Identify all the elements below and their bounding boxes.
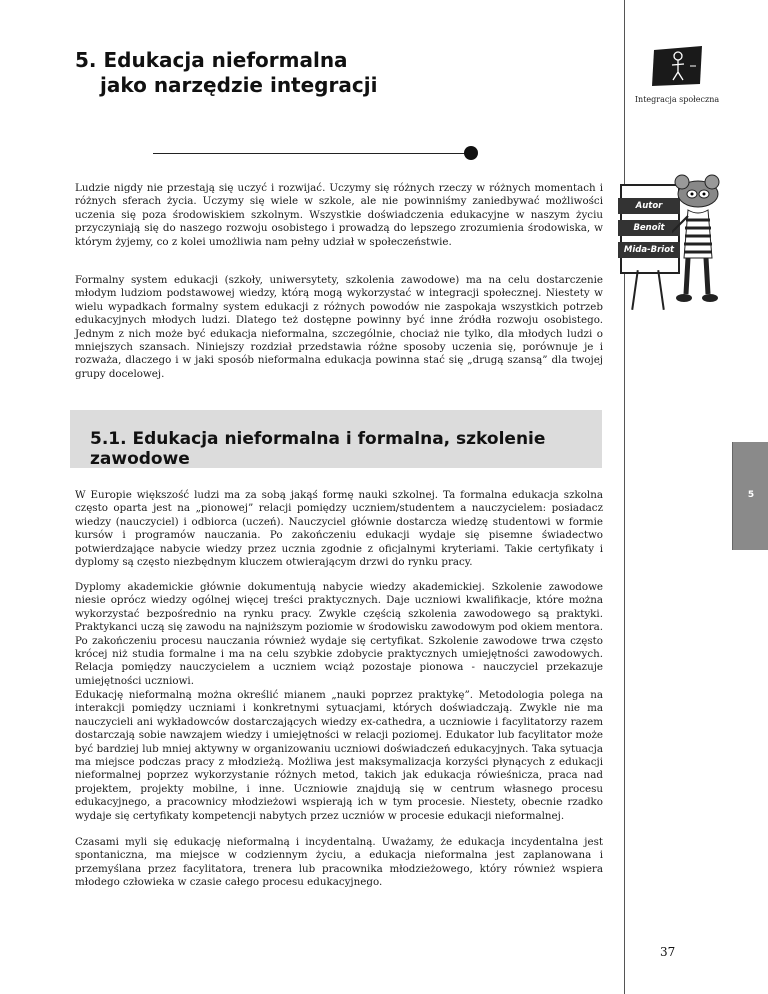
author-last-name: Mida-Briot (618, 242, 680, 258)
section-paragraph-4: Czasami myli się edukację nieformalną i incydentalną. Uważamy, że edukacja incydentalna jest spontaniczna, ma miejsce w codziennym życiu, a edukacja nieformalna jest zaplanowana i przemyślana przez facylitatora, trenera lub pracownika młodzieżowego, który również wspiera młodego człowieka w czasie całego procesu edukacyjnego. (75, 836, 603, 889)
section-paragraph-1: W Europie większość ludzi ma za sobą jakąś formę nauki szkolnej. Ta formalna edukacja szkolna często oparta jest na „pionowej” relacji pomiędzy uczniem/studentem a nauczycielem: posiadacz wiedzy (nauczyciel) i odbiorca (uczeń). Nauczyciel głównie dostarcza wiedzę studentowi w formie kursów i programów nauczania. Po zakończeniu edukacji wydaje się pisemne świadectwo potwierdzające nabycie wiedzy przez ucznia zgodnie z oficjalnymi kryteriami. Takie certyfikaty i dyplomy są często niezbędnym kluczem otwierającym drzwi do rynku pracy. (75, 489, 603, 569)
chapter-side-tab (732, 442, 768, 550)
section-heading-band (70, 410, 602, 468)
logo-caption: Integracja społeczna (634, 95, 720, 104)
page-number: 37 (660, 945, 676, 959)
section-heading: 5.1. Edukacja nieformalna i formalna, szkolenie zawodowe (90, 429, 546, 469)
chapter-tab-number: 5 (747, 490, 755, 500)
intro-paragraph-1: Ludzie nigdy nie przestają się uczyć i rozwijać. Uczymy się różnych rzeczy w różnych momentach i różnych sferach życia. Uczymy się wiele w szkole, ale nie powinniśmy zaniedbywać możliwości uczenia się poza środowiskiem szkolnym. Wszystkie doświadczenia edukacyjne w naszym życiu przyczyniają się do naszego rozwoju osobistego i prowadzą do lepszego zrozumienia środowiska, w którym żyjemy, co z kolei umożliwia nam pełny udział w społeczeństwie. (75, 182, 603, 248)
chapter-title (75, 48, 377, 98)
section-paragraph-2: Dyplomy akademickie głównie dokumentują nabycie wiedzy akademickiej. Szkolenie zawodowe niesie oprócz wiedzy ogólnej więcej treści praktycznych. Daje uczniowi kwalifikacje, które można wykorzystać bezpośrednio na rynku pracy. Zwykle częścią szkolenia zawodowego są praktyki. Praktykanci uczą się zawodu na najniższym poziomie w środowisku zawodowym pod okiem mentora. Po zakończeniu procesu nauczania również wydaje się certyfikat. Szkolenie zawodowe trwa często krócej niż studia formalne i ma na celu szybkie zdobycie praktycznych umiejętności zawodowych. Relacja pomiędzy nauczycielem a uczniem wciąż pozostaje pionowa - nauczyciel przekazuje umiejętności uczniowi. (75, 581, 603, 687)
chapter-title-line1: 5. Edukacja nieformalna (75, 48, 348, 72)
person-in-flag-icon (650, 44, 706, 88)
intro-paragraph-2: Formalny system edukacji (szkoły, uniwersytety, szkolenia zawodowe) ma na celu dostarczenie młodym ludziom podstawowej wiedzy, którą mogą wykorzystać w integracji społecznej. Niestety w wielu wypadkach formalny system edukacji z różnych powodów nie zaspokaja wszystkich potrzeb edukacyjnych młodych ludzi. Dlatego też dostępne powinny być inne źródła rozwoju osobistego. Jednym z nich może być edukacja nieformalna, szczególnie, chociaż nie tylko, dla młodych ludzi o mniejszych szansach. Niniejszy rozdział przedstawia różne sposoby uczenia się, porównuje je i rozważa, dlaczego i w jaki sposób nieformalna edukacja powinna stać się „drugą szansą” dla twojej grupy docelowej. (75, 274, 603, 380)
margin-divider (624, 0, 625, 994)
easel-leg (657, 270, 665, 310)
section-paragraph-3: Edukację nieformalną można określić mianem „nauki poprzez praktykę”. Metodologia polega na interakcji pomiędzy uczniami i konkretnymi sytuacjami, których doświadczają. Zwykle nie ma nauczycieli ani wykładowców dostarczających wiedzy ex-cathedra, a uczniowie i facylitatorzy razem dostarczają sobie nawzajem wiedzy i umiejętności w relacji poziomej. Edukator lub facylitator może być bardziej lub mniej aktywny w organizowaniu uczniowi doświadczeń edukacyjnych. Taka sytuacja ma miejsce podczas pracy z młodzieżą. Możliwa jest maksymalizacja korzyści płynących z edukacji nieformalnej poprzez wykorzystanie różnych metod, takich jak edukacja rówieśnicza, praca nad projektem, projekty mobilne, i inne. Uczniowie znajdują się w centrum własnego procesu edukacyjnego, a pracownicy młodzieżowi wspierają ich w tym procesie. Niestety, obecnie rzadko wydaje się certyfikaty kompetencji nabytych przez uczniów w procesie edukacji nieformalnej. (75, 689, 603, 822)
mouse-mascot-icon (672, 172, 724, 312)
title-separator-dot (464, 146, 478, 160)
chapter-title-line2: jako narzędzie integracji (100, 73, 378, 97)
title-separator-line (153, 153, 469, 154)
author-label: Autor (618, 198, 680, 214)
easel-leg (631, 270, 639, 310)
author-illustration (614, 172, 724, 312)
author-first-name: Benoît (618, 220, 680, 236)
